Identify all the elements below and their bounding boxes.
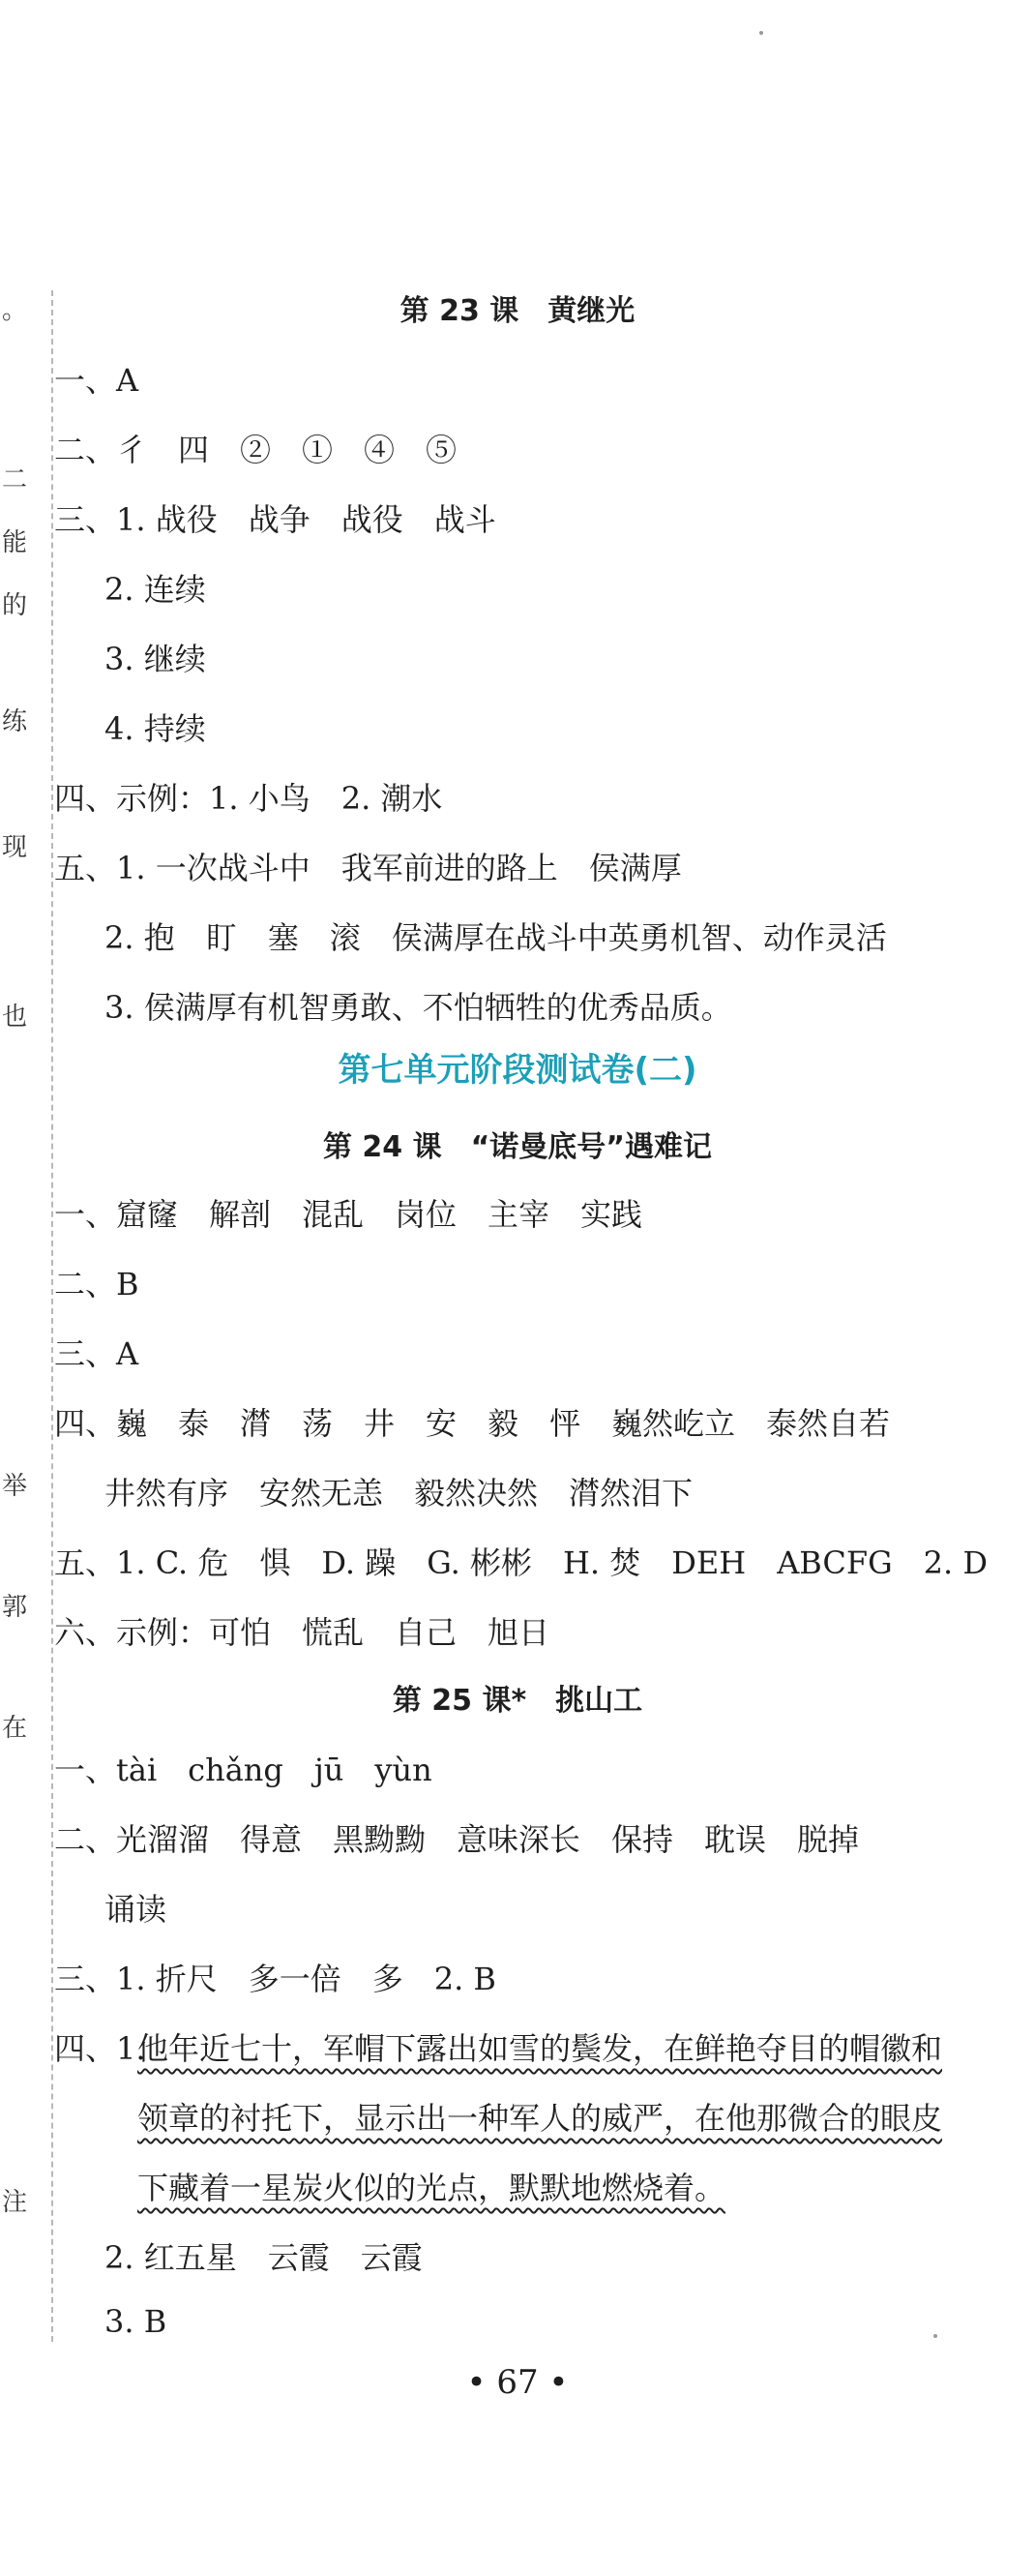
answer-line: 一、窟窿 解剖 混乱 岗位 主宰 实践 (54, 1196, 643, 1233)
gutter-char: 注 (2, 2188, 28, 2217)
gutter-char: 。 (2, 296, 28, 325)
answer-line: 二、彳 四 ② ① ④ ⑤ (54, 432, 458, 468)
answer-line: 2. 红五星 云霞 云霞 (104, 2239, 423, 2276)
answer-line: 二、B (54, 1266, 139, 1303)
answer-line: 五、1. 一次战斗中 我军前进的路上 侯满厚 (54, 850, 682, 886)
answer-line: 3. B (104, 2303, 167, 2340)
left-margin-fragments (0, 0, 39, 2576)
answer-line: 2. 连续 (104, 571, 206, 608)
answer-line: 三、1. 折尺 多一倍 多 2. B (54, 1961, 496, 1997)
gutter-char: 二 (2, 465, 28, 494)
answer-line: 三、A (54, 1335, 139, 1372)
answer-line: 四、巍 泰 潸 荡 井 安 毅 怦 巍然屹立 泰然自若 (54, 1405, 891, 1442)
wavy-underlined-line: 领章的衬托下，显示出一种军人的威严，在他那微合的眼皮 (137, 2100, 943, 2137)
column-divider (51, 290, 53, 2342)
gutter-char: 在 (2, 1714, 28, 1743)
answer-line: 3. 侯满厚有机智勇敢、不怕牺牲的优秀品质。 (104, 989, 732, 1026)
answer-line: 六、示例：可怕 慌乱 自己 旭日 (54, 1614, 550, 1651)
answer-line: 一、tài chǎng jū yùn (54, 1752, 432, 1788)
answer-line: 井然有序 安然无恙 毅然决然 潸然泪下 (104, 1475, 694, 1512)
speck (759, 31, 763, 35)
speck (933, 2334, 937, 2338)
answer-line: 4. 持续 (104, 710, 206, 747)
gutter-char: 能 (2, 528, 28, 557)
page-number: • 67 • (466, 2363, 569, 2402)
answer-line: 3. 继续 (104, 641, 206, 677)
gutter-char: 举 (2, 1472, 28, 1501)
answer-line: 三、1. 战役 战争 战役 战斗 (54, 501, 496, 538)
unit-test-title: 第七单元阶段测试卷(二) (338, 1051, 697, 1090)
gutter-char: 练 (2, 707, 28, 736)
lesson-24-title: 第 24 课 “诺曼底号”遇难记 (322, 1130, 713, 1164)
answer-line: 一、A (54, 362, 139, 399)
q4-prefix: 四、1. (54, 2030, 146, 2067)
answer-line: 五、1. C. 危 惧 D. 躁 G. 彬彬 H. 焚 DEH ABCFG 2. D (54, 1544, 989, 1581)
gutter-char: 郭 (2, 1593, 28, 1622)
wavy-underlined-line: 他年近七十，军帽下露出如雪的鬓发，在鲜艳夺目的帽徽和 (137, 2030, 943, 2067)
answer-line: 诵读 (104, 1891, 167, 1928)
lesson-23-title: 第 23 课 黄继光 (399, 294, 636, 328)
answer-line: 二、光溜溜 得意 黑黝黝 意味深长 保持 耽误 脱掉 (54, 1821, 860, 1858)
answer-line: 四、示例：1. 小鸟 2. 潮水 (54, 780, 443, 817)
gutter-char: 的 (2, 591, 28, 620)
gutter-char: 现 (2, 833, 28, 862)
answer-line: 2. 抱 盯 塞 滚 侯满厚在战斗中英勇机智、动作灵活 (104, 919, 887, 956)
lesson-25-title: 第 25 课* 挑山工 (392, 1684, 643, 1718)
wavy-underlined-line: 下藏着一星炭火似的光点，默默地燃烧着。 (137, 2170, 726, 2206)
gutter-char: 也 (2, 1003, 28, 1032)
